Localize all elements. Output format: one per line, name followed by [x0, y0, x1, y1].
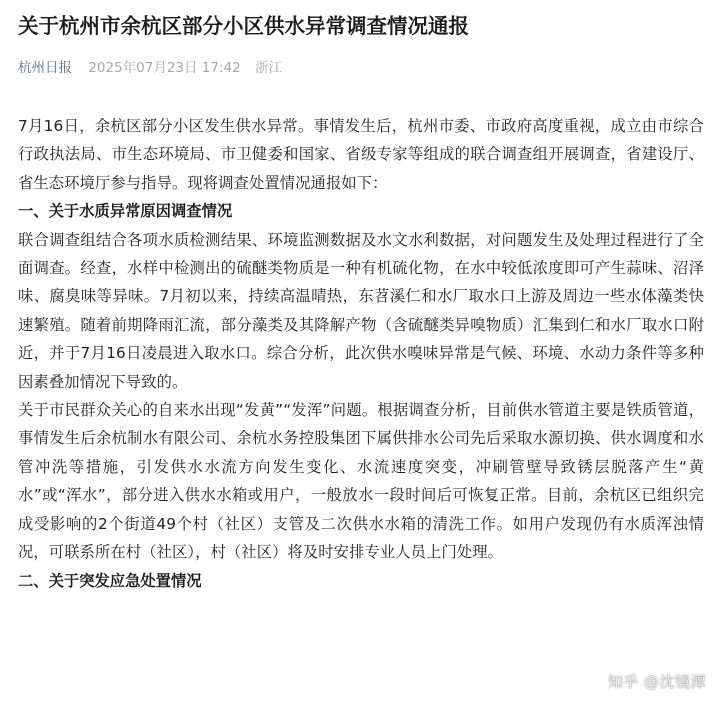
cause-paragraph: 联合调查组结合各项水质检测结果、环境监测数据及水文水利数据，对问题发生及处理过程进行了全面调查。经查，水样中检测出的硫醚类物质是一种有机硫化物，在水中较低浓度即可产生蒜味、沼泽味、腐臭味等异味。7月初以来，持续高温晴热，东苕溪仁和水厂取水口上游及周边一些水体藻类快速繁殖。随着前期降雨汇流，部分藻类及其降解产物（含硫醚类异嗅物质）汇集到仁和水厂取水口附近，并于7月16日凌晨进入取水口。综合分析，此次供水嗅味异常是气候、环境、水动力条件等多种因素叠加情况下导致的。: [18, 230, 704, 391]
article-title: 关于杭州市余杭区部分小区供水异常调查情况通报: [18, 14, 469, 38]
watermark: 知乎 @沈镜潭: [607, 673, 706, 691]
region-label: 浙江: [255, 60, 283, 76]
article-body: [18, 112, 704, 595]
source-link[interactable]: 杭州日报: [18, 60, 72, 76]
article: [18, 0, 704, 595]
publish-time: 2025年07月23日 17:42: [88, 60, 241, 76]
section-heading-2: 二、关于突发应急处置情况: [18, 571, 202, 590]
intro-paragraph: 7月16日，余杭区部分小区发生供水异常。事情发生后，杭州市委、市政府高度重视，成立由市综合行政执法局、市生态环境局、市卫健委和国家、省级专家等组成的联合调查组开展调查，省建设厅、省生态环境厅参与指导。现将调查处置情况通报如下：: [18, 117, 704, 192]
section-heading-1: 一、关于水质异常原因调查情况: [18, 202, 233, 221]
article-meta: [18, 57, 704, 79]
yellow-water-paragraph: 关于市民群众关心的自来水出现“发黄”“发浑”问题。根据调查分析，目前供水管道主要是铁质管道，事情发生后余杭制水有限公司、余杭水务控股集团下属供排水公司先后采取水源切换、供水调度和水管冲洗等措施，引发供水水流方向发生变化、水流速度突变，冲刷管壁导致锈层脱落产生“黄水”或“浑水”，部分进入供水水箱或用户，一般放水一段时间后可恢复正常。目前，余杭区已组织完成受影响的2个街道49个村（社区）支管及二次供水水箱的清洗工作。如用户发现仍有水质浑浊情况，可联系所在村（社区），村（社区）将及时安排专业人员上门处理。: [18, 401, 704, 562]
